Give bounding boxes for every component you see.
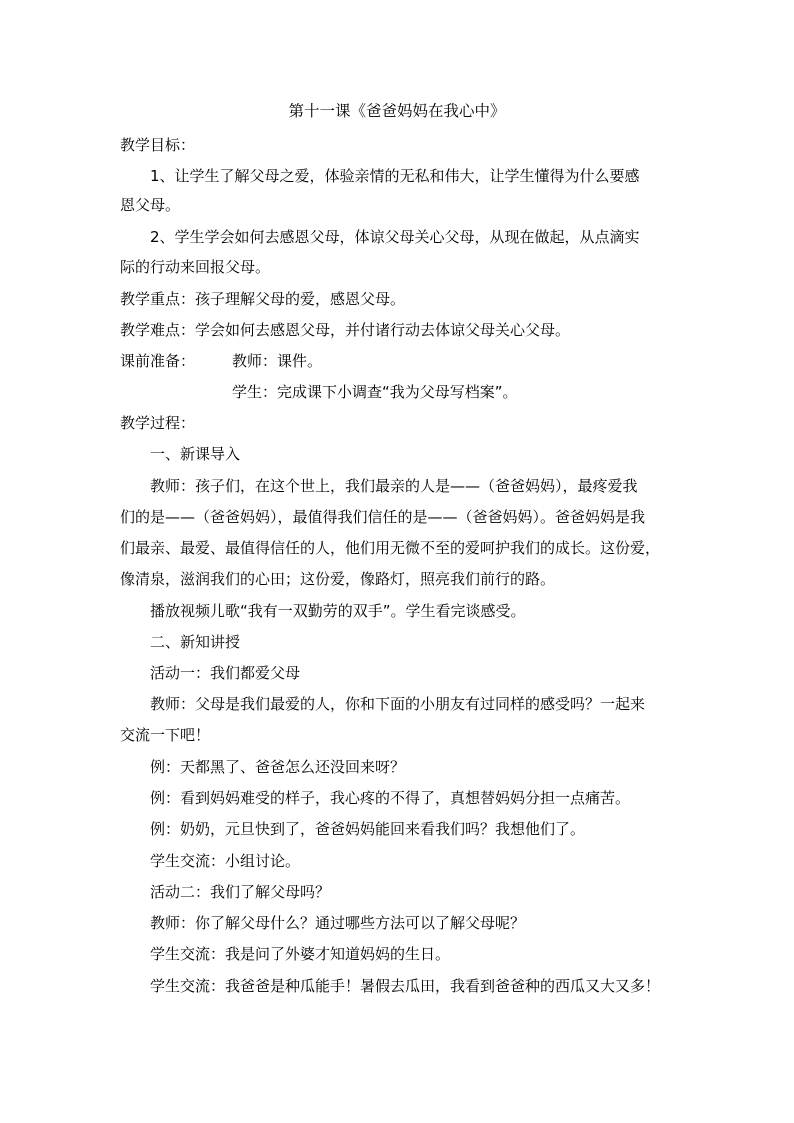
- prep-student: 学生：完成课下小调查“我为父母写档案”。: [232, 383, 518, 401]
- intro-line-3: 们最亲、最爱、最值得信任的人，他们用无微不至的爱呵护我们的成长。这份爱，: [120, 539, 661, 557]
- goals-heading: 教学目标：: [120, 136, 196, 154]
- teacher-question-2: 教师：你了解父母什么？通过哪些方法可以了解父母呢？: [150, 914, 526, 932]
- student-answer-1: 学生交流：我是问了外婆才知道妈妈的生日。: [150, 945, 451, 963]
- key-point: 教学重点：孩子理解父母的爱，感恩父母。: [120, 290, 406, 308]
- goal-1-line-2: 恩父母。: [120, 196, 181, 214]
- process-heading: 教学过程：: [120, 414, 196, 432]
- example-1: 例：天都黑了、爸爸怎么还没回来呀？: [150, 758, 406, 776]
- goal-2-line-1: 2、学生学会如何去感恩父母，体谅父母关心父母，从现在做起，从点滴实: [150, 228, 640, 246]
- intro-line-1: 教师：孩子们，在这个世上，我们最亲的人是——（爸爸妈妈），最疼爱我: [150, 477, 638, 495]
- teacher-question-1-line-1: 教师：父母是我们最爱的人，你和下面的小朋友有过同样的感受吗？一起来: [150, 695, 646, 713]
- example-3: 例：奶奶，元旦快到了，爸爸妈妈能回来看我们吗？我想他们了。: [150, 820, 586, 838]
- teacher-question-1-line-2: 交流一下吧！: [120, 726, 211, 744]
- goal-2-line-2: 际的行动来回报父母。: [120, 258, 271, 276]
- difficulty: 教学难点：学会如何去感恩父母，并付诸行动去体谅父母关心父母。: [120, 321, 571, 339]
- section-1-heading: 一、新课导入: [150, 445, 241, 463]
- student-discussion: 学生交流：小组讨论。: [150, 852, 301, 870]
- lesson-title: 第十一课《爸爸妈妈在我心中》: [288, 102, 506, 120]
- video-line: 播放视频儿歌“我有一双勤劳的双手”。学生看完谈感受。: [150, 602, 526, 620]
- activity-2-heading: 活动二：我们了解父母吗？: [150, 883, 331, 901]
- activity-1-heading: 活动一：我们都爱父母: [150, 664, 301, 682]
- prep-label: 课前准备：: [120, 352, 196, 370]
- example-2: 例：看到妈妈难受的样子，我心疼的不得了，真想替妈妈分担一点痛苦。: [150, 789, 631, 807]
- intro-line-4: 像清泉，滋润我们的心田；这份爱，像路灯，照亮我们前行的路。: [120, 570, 556, 588]
- student-answer-2: 学生交流：我爸爸是种瓜能手！暑假去瓜田，我看到爸爸种的西瓜又大又多！: [150, 977, 661, 995]
- section-2-heading: 二、新知讲授: [150, 633, 241, 651]
- intro-line-2: 们的是——（爸爸妈妈），最值得我们信任的是——（爸爸妈妈）。爸爸妈妈是我: [120, 508, 646, 526]
- prep-teacher: 教师：课件。: [232, 352, 323, 370]
- goal-1-line-1: 1、让学生了解父母之爱，体验亲情的无私和伟大，让学生懂得为什么要感: [150, 167, 640, 185]
